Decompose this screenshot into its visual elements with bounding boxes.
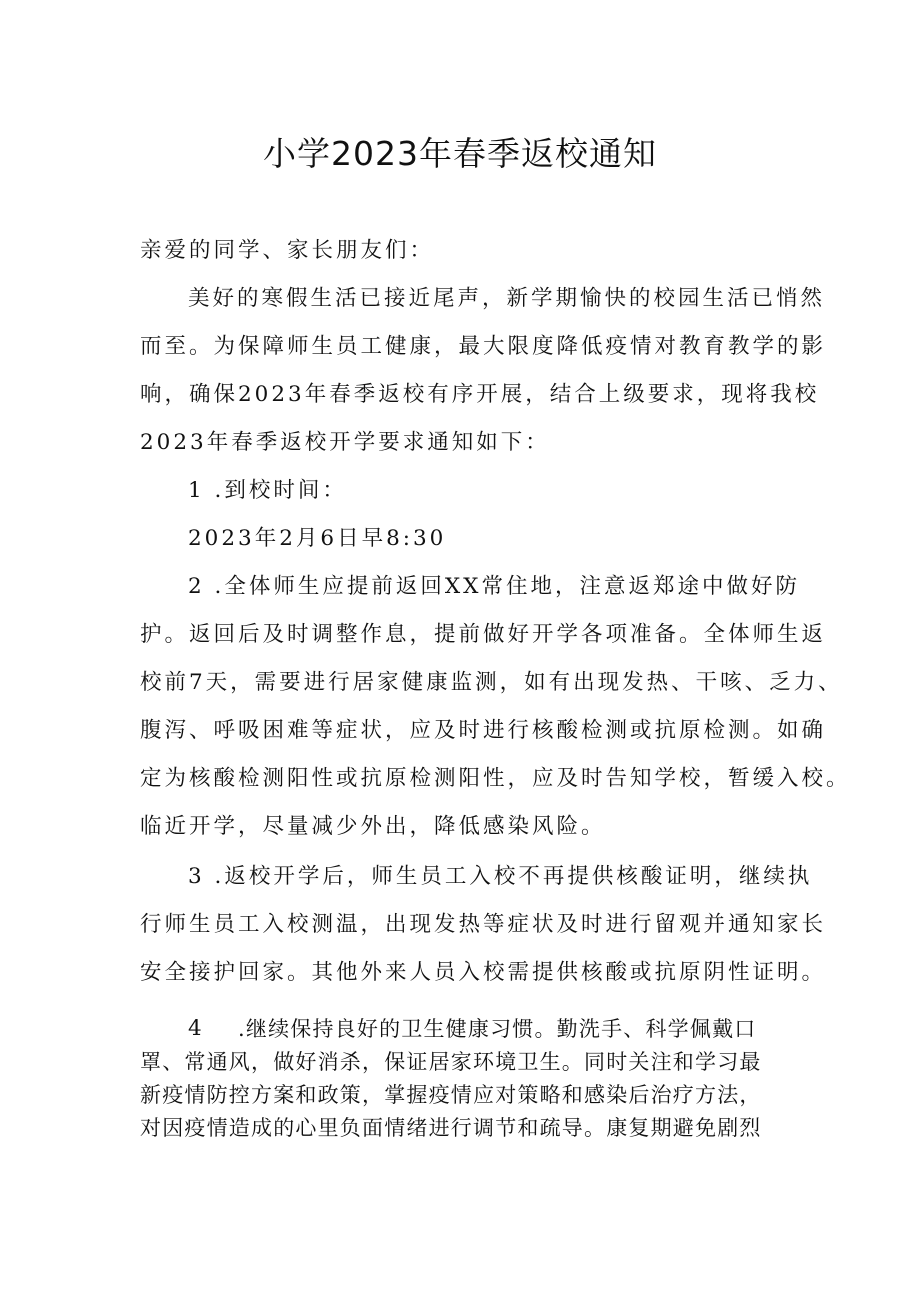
item2-line: 定为核酸检测阳性或抗原检测阳性，应及时告知学校，暂缓入校。	[140, 766, 851, 791]
item3-line: 行师生员工入校测温，出现发热等症状及时进行留观并通知家长	[140, 912, 827, 937]
item4-line: 对因疫情造成的心里负面情绪进行调节和疏导。康复期避免剧烈	[140, 1116, 762, 1140]
salutation: 亲爱的同学、家长朋友们：	[140, 238, 435, 263]
item3-line: 安全接护回家。其他外来人员入校需提供核酸或抗原阴性证明。	[140, 960, 827, 985]
item2-line: 2 .全体师生应提前返回XX常住地，注意返郑途中做好防	[188, 574, 800, 599]
item4-line: .继续保持良好的卫生健康习惯。勤洗手、科学佩戴口	[238, 1017, 757, 1041]
document-title: 小学2023年春季返校通知	[263, 134, 657, 173]
intro-line: 2023年春季返校开学要求通知如下：	[140, 430, 550, 455]
item4-number: 4	[188, 1016, 202, 1041]
item1-heading: 1 .到校时间：	[188, 478, 347, 503]
intro-line: 而至。为保障师生员工健康，最大限度降低疫情对教育教学的影	[140, 334, 827, 359]
item2-line: 临近开学，尽量减少外出，降低感染风险。	[140, 814, 606, 839]
item4-line: 新疫情防控方案和政策，掌握疫情应对策略和感染后治疗方法，	[140, 1083, 762, 1107]
item1-time: 2023年2月6日早8:30	[188, 526, 447, 551]
item2-line: 护。返回后及时调整作息，提前做好开学各项准备。全体师生返	[140, 622, 827, 647]
item3-line: 3 .返校开学后，师生员工入校不再提供核酸证明，继续执	[188, 864, 813, 889]
intro-line: 美好的寒假生活已接近尾声，新学期愉快的校园生活已悄然	[188, 286, 826, 311]
item2-line: 腹泻、呼吸困难等症状，应及时进行核酸检测或抗原检测。如确	[140, 718, 827, 743]
item4-line: 罩、常通风，做好消杀，保证居家环境卫生。同时关注和学习最	[140, 1050, 762, 1074]
intro-line: 响，确保2023年春季返校有序开展，结合上级要求，现将我校	[140, 382, 820, 407]
item2-line: 校前7天，需要进行居家健康监测，如有出现发热、干咳、乏力、	[140, 670, 843, 695]
